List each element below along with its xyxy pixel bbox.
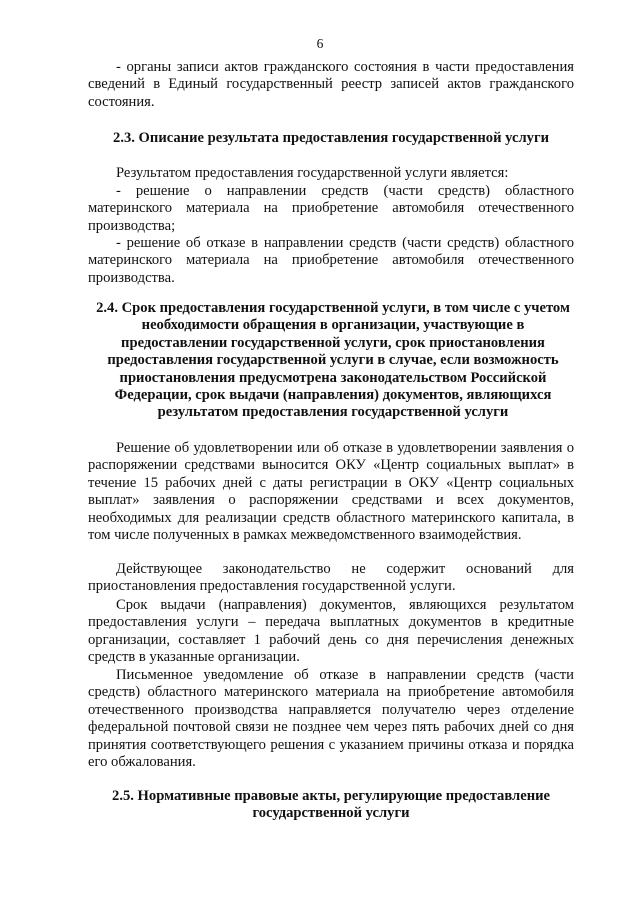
paragraph-refusal-notice: Письменное уведомление об отказе в направлении средств (части средств) областного материнского материала на приобретение автомобиля отечественного производства направляется получателю через отделение федеральной почтовой связи не позднее чем через пять рабочих дней со дня принятия соответствующего решения с указанием причины отказа и порядка его обжалования. (88, 667, 574, 771)
paragraph-issue-term: Срок выдачи (направления) документов, являющихся результатом предоставления услуги – передача выплатных документов в кредитные организации, составляет 1 рабочий день со дня перечисления денежных средств в указанные организации. (88, 597, 574, 666)
heading-2-3: 2.3. Описание результата предоставления государственной услуги (113, 130, 549, 146)
heading-2-5: 2.5. Нормативные правовые акты, регулирующие предоставление государственной услуги (112, 788, 550, 822)
paragraph-no-suspension: Действующее законодательство не содержит оснований для приостановления предоставления государственной услуги. (88, 561, 574, 595)
paragraph-result-intro: Результатом предоставления государственной услуги является: (116, 165, 509, 181)
page-number: 6 (316, 36, 324, 51)
paragraph-decision-term: Решение об удовлетворении или об отказе в удовлетворении заявления о распоряжении средствами выносится ОКУ «Центр социальных выплат» в течение 15 рабочих дней с даты регистрации в ОКУ «Центр социальных выплат» заявления о распоряжении средствами и всех документов, необходимых для реализации средств областного материнского капитала, в том числе полученных в рамках межведомственного взаимодействия. (88, 440, 574, 544)
paragraph-result-approval: - решение о направлении средств (части средств) областного материнского материала на приобретение автомобиля отечественного производства; (88, 183, 574, 234)
paragraph-result-refusal: - решение об отказе в направлении средств (части средств) областного материнского материала на приобретение автомобиля отечественного производства. (88, 235, 574, 286)
heading-2-4: 2.4. Срок предоставления государственной услуги, в том числе с учетом необходимости обращения в организации, участвующие в предоставлении государственной услуги, срок приостановления предоставления государственной услуги в случае, если возможность приостановления предусмотрена законодательством Российской Федерации, срок выдачи (направления) документов, являющихся результатом предоставления государственной услуги (96, 300, 570, 421)
paragraph-registry-organs: - органы записи актов гражданского состояния в части предоставления сведений в Единый государственный реестр записей актов гражданского состояния. (88, 59, 574, 110)
